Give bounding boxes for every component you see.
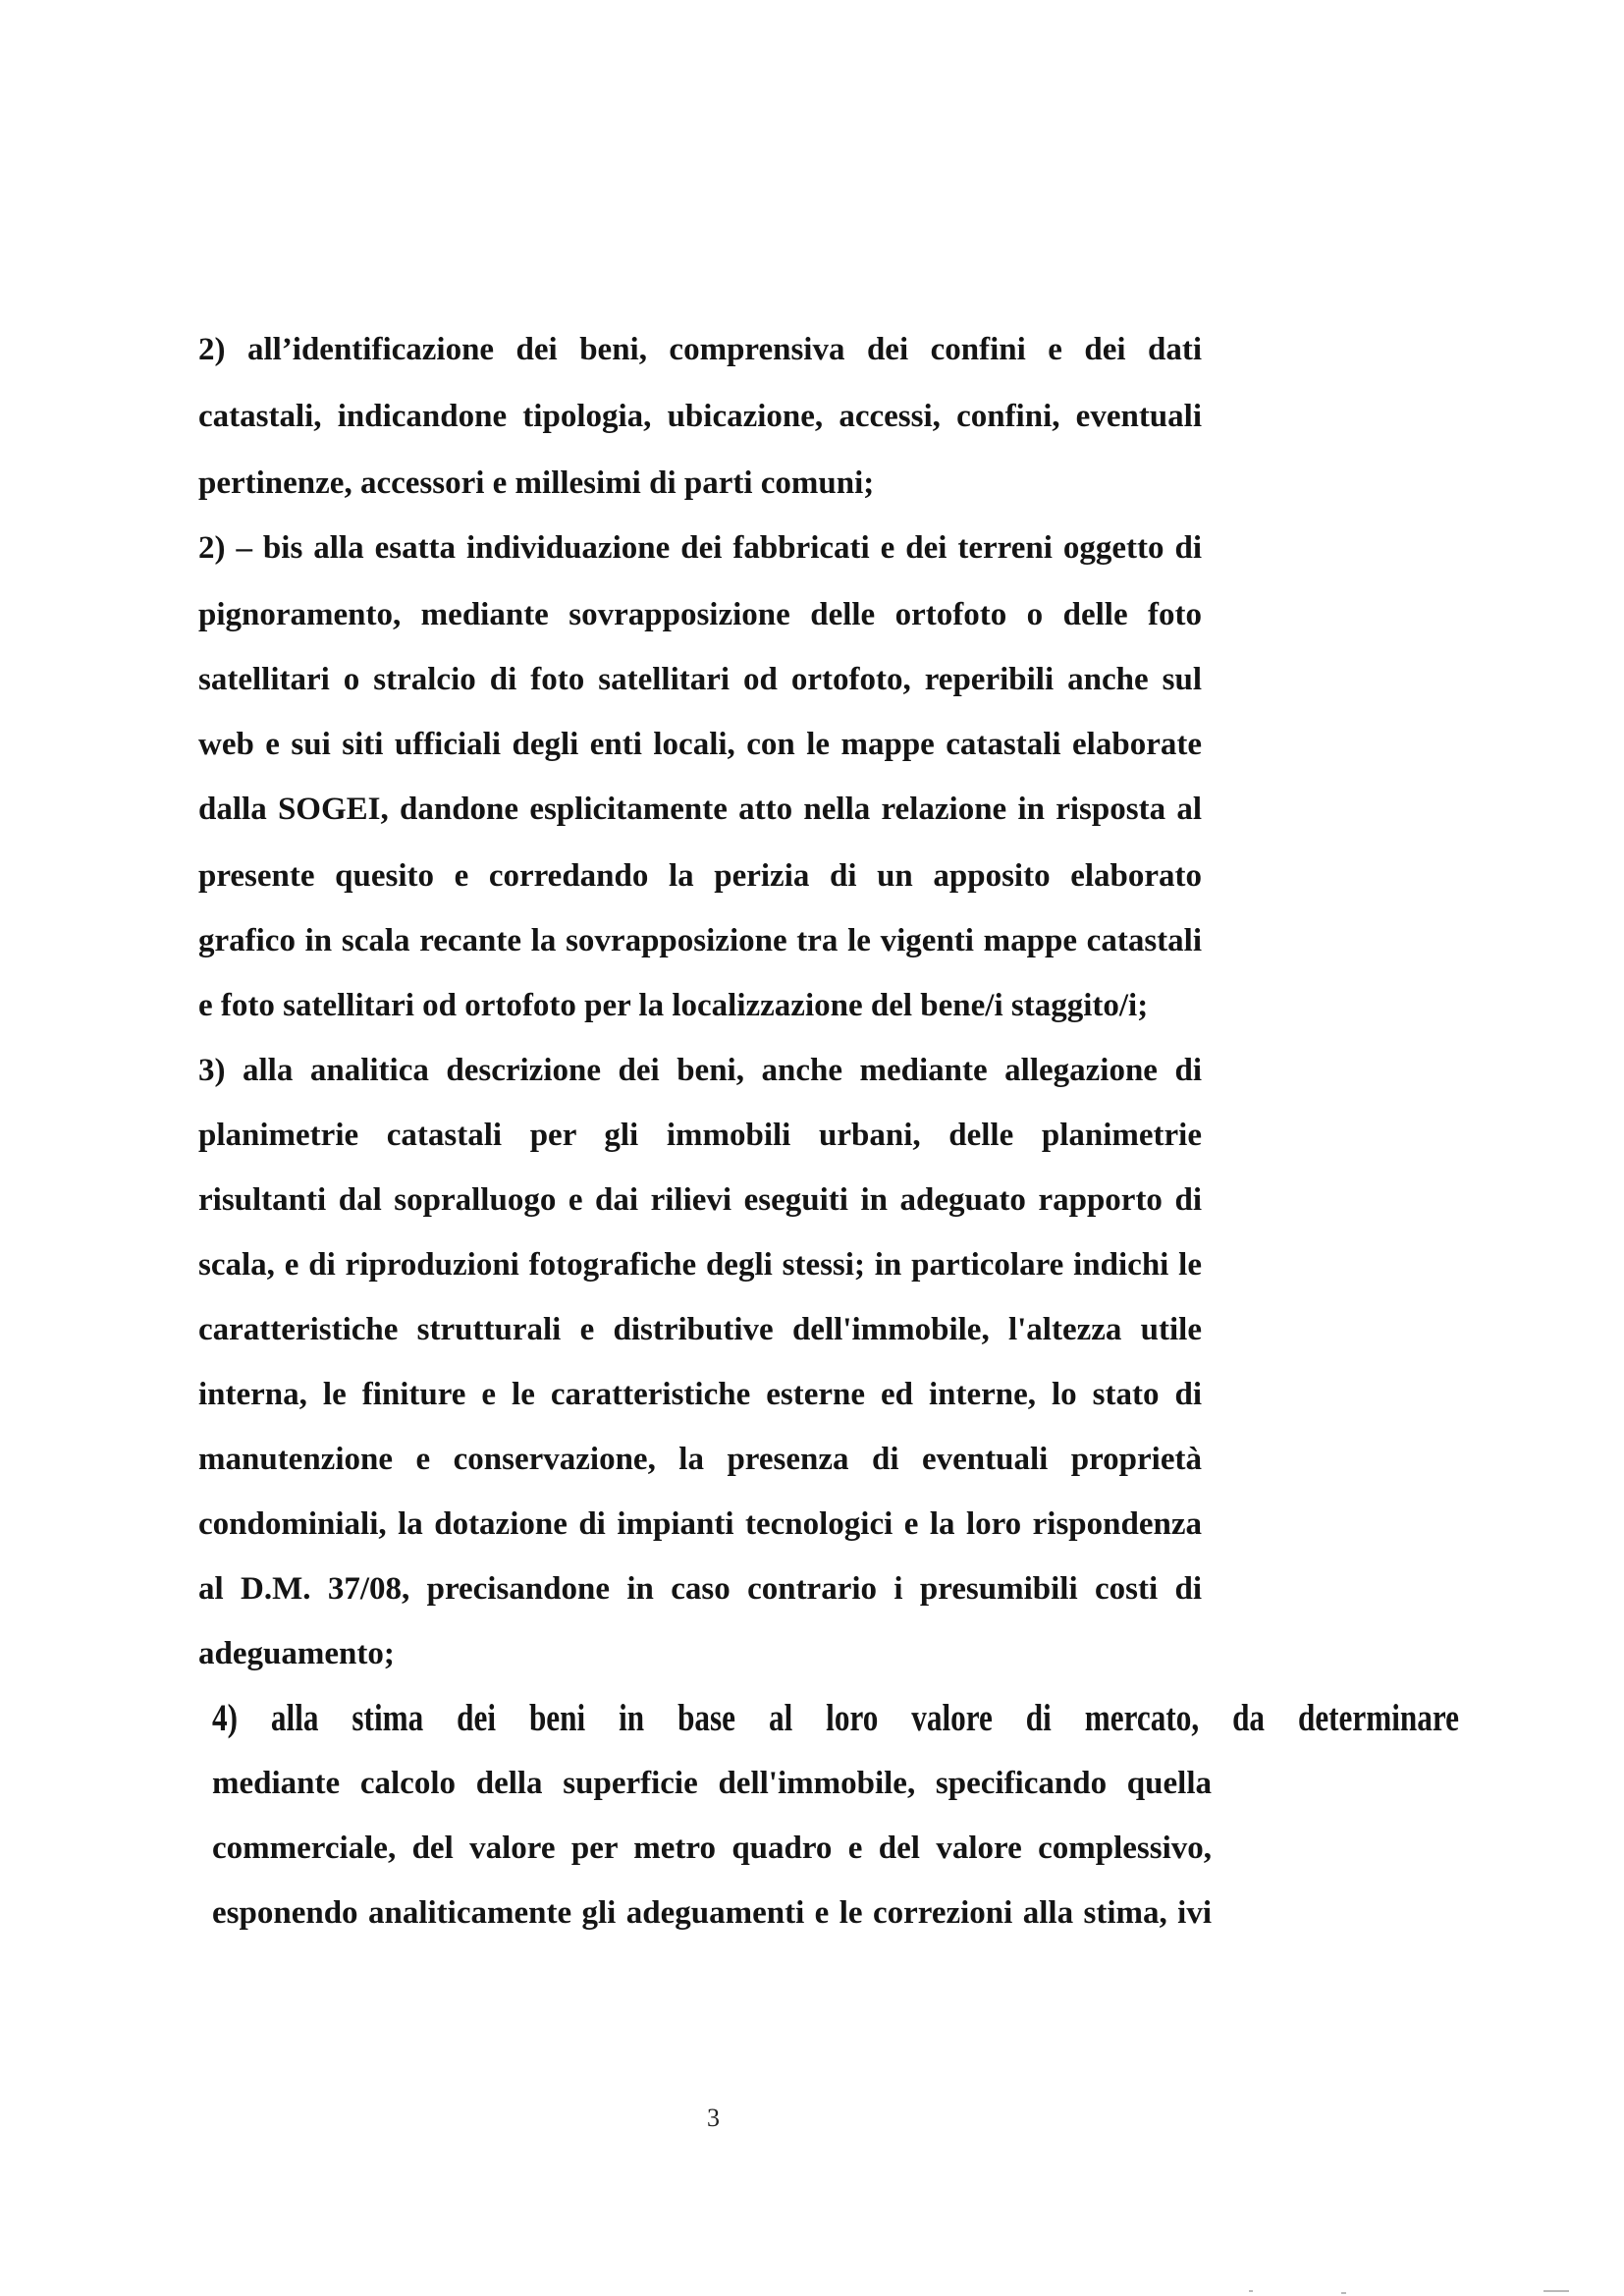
text-line: condominiali, la dotazione di impianti tecnologici e la loro rispondenza — [198, 1506, 1202, 1542]
text-line: pertinenze, accessori e millesimi di parti comuni; — [198, 465, 875, 501]
text-line: caratteristiche strutturali e distributive dell'immobile, l'altezza utile — [198, 1312, 1202, 1347]
text-line: web e sui siti ufficiali degli enti locali, con le mappe catastali elaborate — [198, 727, 1202, 762]
text-line: 4) alla stima dei beni in base al loro valore di mercato, da determinare — [212, 1697, 1459, 1739]
text-line: scala, e di riproduzioni fotografiche degli stessi; in particolare indichi le — [198, 1247, 1202, 1283]
page-number: 3 — [707, 2104, 720, 2132]
text-line: esponendo analiticamente gli adeguamenti e le correzioni alla stima, ivi — [212, 1895, 1212, 1931]
scan-speck — [1543, 2290, 1569, 2292]
text-line: 2) – bis alla esatta individuazione dei fabbricati e dei terreni oggetto di — [198, 530, 1202, 566]
text-line: manutenzione e conservazione, la presenza di eventuali proprietà — [198, 1442, 1202, 1477]
text-line: dalla SOGEI, dandone esplicitamente atto nella relazione in risposta al — [198, 792, 1202, 827]
text-line: e foto satellitari od ortofoto per la localizzazione del bene/i staggito/i; — [198, 988, 1149, 1023]
text-line: 3) alla analitica descrizione dei beni, anche mediante allegazione di — [198, 1053, 1202, 1088]
text-line: mediante calcolo della superficie dell'immobile, specificando quella — [212, 1766, 1212, 1801]
text-line: commerciale, del valore per metro quadro e del valore complessivo, — [212, 1831, 1212, 1866]
text-line: planimetrie catastali per gli immobili urbani, delle planimetrie — [198, 1118, 1202, 1153]
text-line: catastali, indicandone tipologia, ubicazione, accessi, confini, eventuali — [198, 399, 1202, 434]
text-line: interna, le finiture e le caratteristiche esterne ed interne, lo stato di — [198, 1377, 1202, 1412]
text-line: grafico in scala recante la sovrapposizione tra le vigenti mappe catastali — [198, 923, 1202, 958]
scan-speck — [1249, 2290, 1253, 2292]
text-line: risultanti dal sopralluogo e dai rilievi eseguiti in adeguato rapporto di — [198, 1182, 1202, 1218]
text-line: satellitari o stralcio di foto satellitari od ortofoto, reperibili anche sul — [198, 662, 1202, 697]
text-line: pignoramento, mediante sovrapposizione delle ortofoto o delle foto — [198, 597, 1202, 632]
text-line: adeguamento; — [198, 1636, 395, 1671]
scan-speck — [1341, 2292, 1346, 2294]
text-line: al D.M. 37/08, precisandone in caso contrario i presumibili costi di — [198, 1571, 1202, 1607]
text-line: 2) all’identificazione dei beni, comprensiva dei confini e dei dati — [198, 332, 1202, 367]
text-line: presente quesito e corredando la perizia di un apposito elaborato — [198, 858, 1202, 894]
